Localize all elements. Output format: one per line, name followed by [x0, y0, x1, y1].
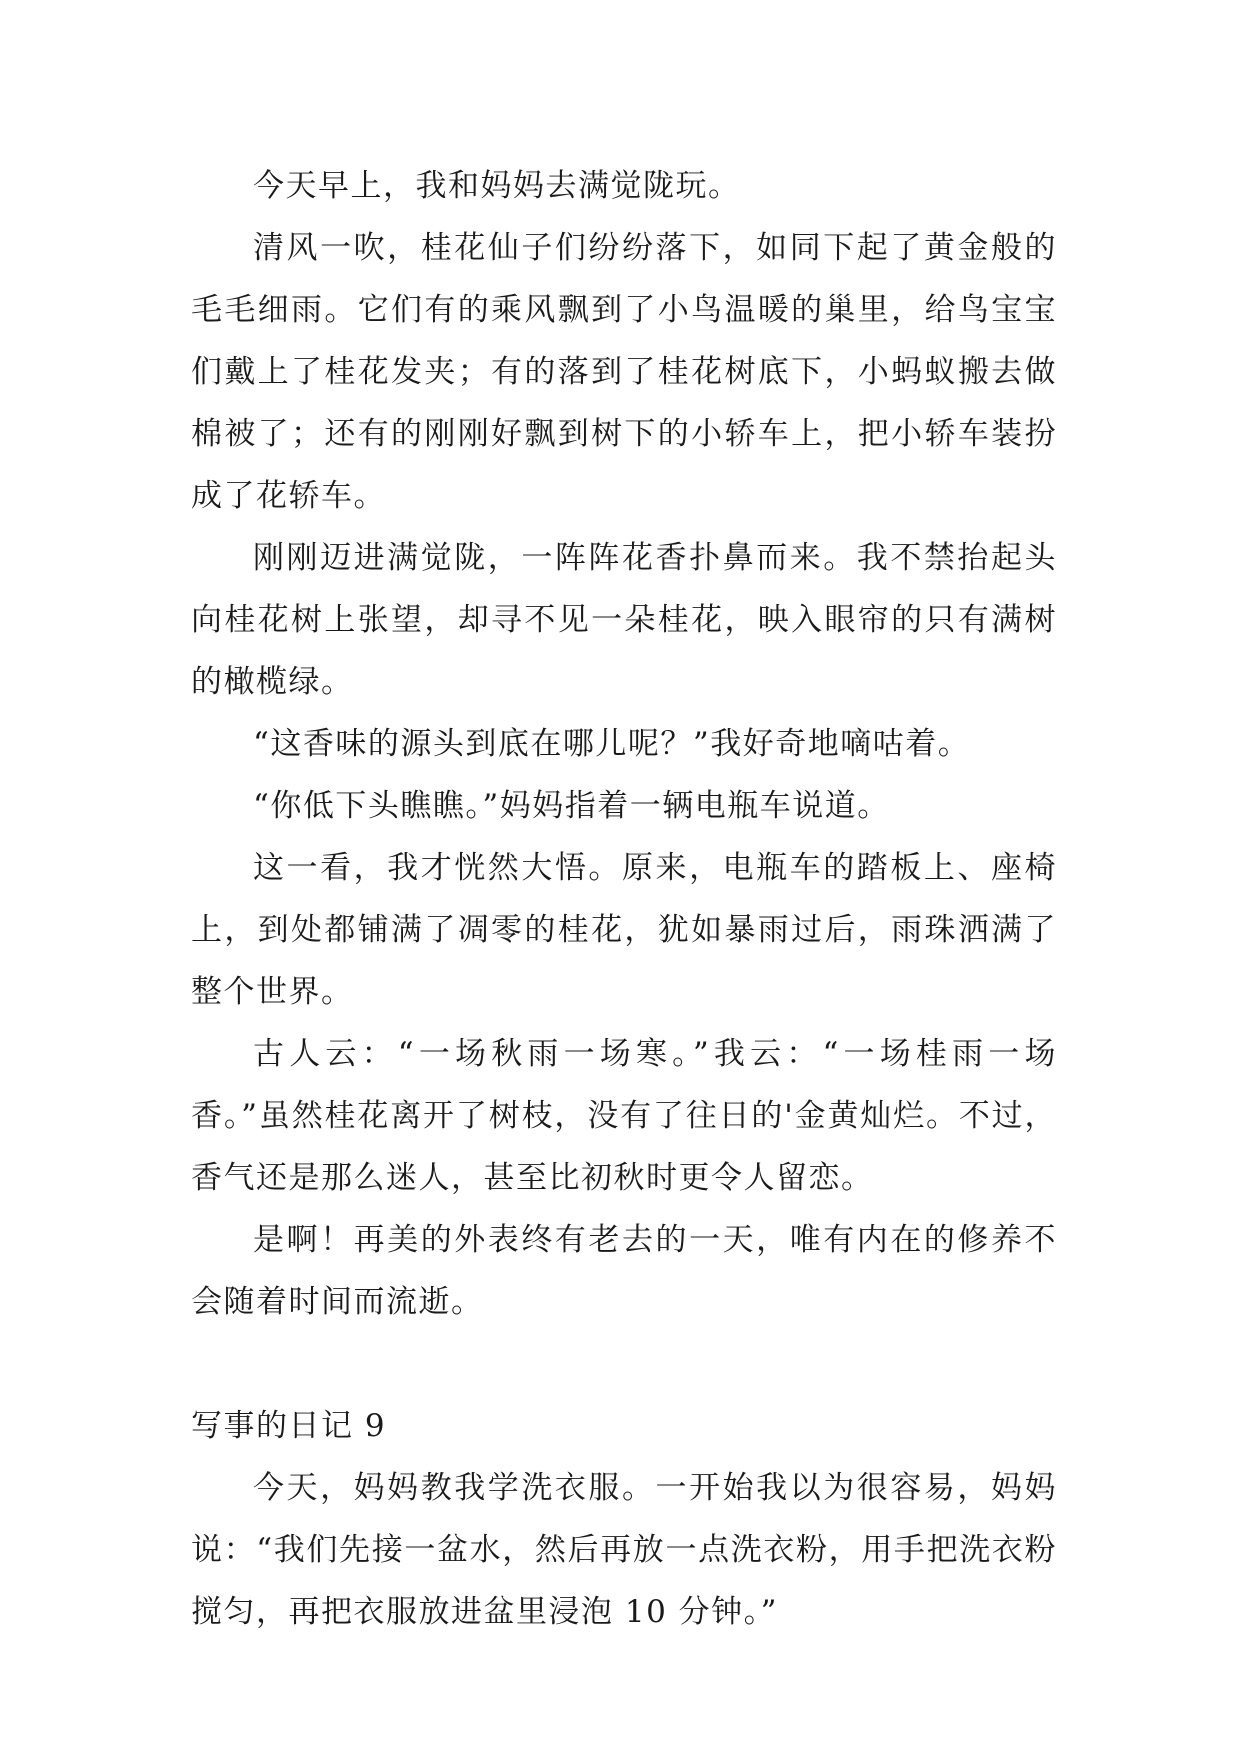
document-page: [191, 155, 1057, 1643]
paragraph: 是啊！再美的外表终有老去的一天，唯有内在的修养不会随着时间而流逝。: [191, 1222, 1057, 1320]
section-heading: 写事的日记 9: [191, 1408, 387, 1444]
paragraph: 今天早上，我和妈妈去满觉陇玩。: [253, 168, 741, 204]
paragraph: 这一看，我才恍然大悟。原来，电瓶车的踏板上、座椅上，到处都铺满了凋零的桂花，犹如暴雨过后，雨珠洒满了整个世界。: [191, 850, 1057, 1010]
paragraph: 今天，妈妈教我学洗衣服。一开始我以为很容易，妈妈说：“我们先接一盆水，然后再放一点洗衣粉，用手把洗衣粉搅匀，再把衣服放进盆里浸泡 10 分钟。”: [191, 1470, 1057, 1630]
paragraph: “你低下头瞧瞧。”妈妈指着一辆电瓶车说道。: [253, 788, 890, 824]
paragraph: 刚刚迈进满觉陇，一阵阵花香扑鼻而来。我不禁抬起头向桂花树上张望，却寻不见一朵桂花，映入眼帘的只有满树的橄榄绿。: [191, 540, 1057, 700]
paragraph: “这香味的源头到底在哪儿呢？”我好奇地嘀咕着。: [253, 726, 971, 762]
paragraph: 古人云：“一场秋雨一场寒。”我云：“一场桂雨一场香。”虽然桂花离开了树枝，没有了往日的'金黄灿烂。不过，香气还是那么迷人，甚至比初秋时更令人留恋。: [191, 1036, 1057, 1196]
paragraph: 清风一吹，桂花仙子们纷纷落下，如同下起了黄金般的毛毛细雨。它们有的乘风飘到了小鸟温暖的巢里，给鸟宝宝们戴上了桂花发夹；有的落到了桂花树底下，小蚂蚁搬去做棉被了；还有的刚刚好飘到树下的小轿车上，把小轿车装扮成了花轿车。: [191, 230, 1057, 514]
